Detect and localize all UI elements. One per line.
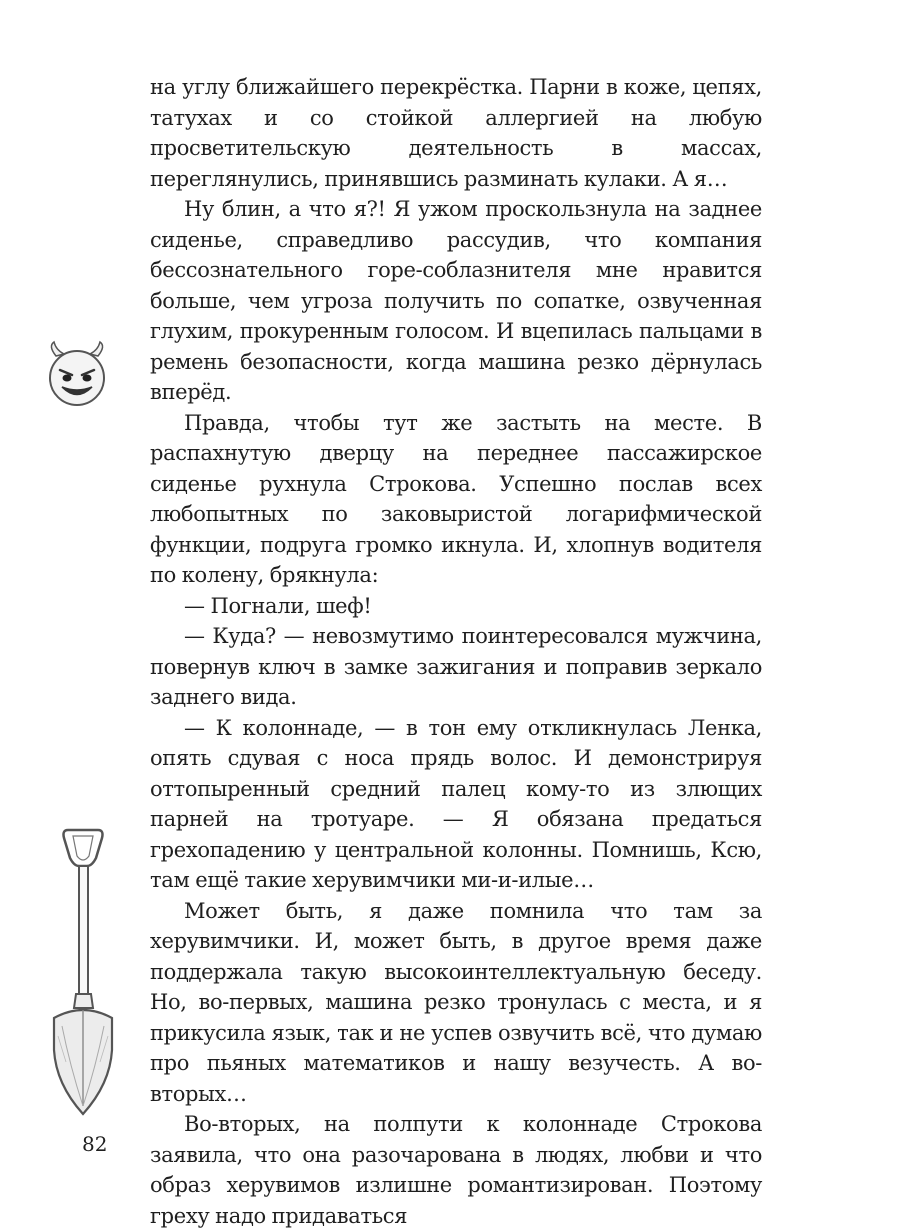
body-text — [150, 72, 762, 1231]
shovel-icon — [40, 822, 130, 1122]
paragraph: Во-вторых, на полпути к колоннаде Строкова заявила, что она разочарована в людях, любви и что образ херувимов излишне романтизирован. Поэтому греху надо придаваться — [150, 1112, 762, 1228]
paragraph: на углу ближайшего перекрёстка. Парни в коже, цепях, татухах и со стойкой аллергией на любую просветительскую деятельность в массах, переглянулись, принявшись разминать кулаки. А я… — [150, 75, 762, 191]
paragraph: — Погнали, шеф! — [184, 593, 372, 618]
paragraph: Ну блин, а что я?! Я ужом проскользнула на заднее сиденье, справедливо рассудив, что компания бессознательного горе-соблазнителя мне нравится больше, чем угроза получить по сопатке, озвученная глухим, прокуренным голосом. И вцепилась пальцами в ремень безопасности, когда машина резко дёрнулась вперёд. — [150, 197, 762, 404]
paragraph: — Куда? — невозмутимо поинтересовался мужчина, повернув ключ в замке зажигания и поправив зеркало заднего вида. — [150, 624, 762, 709]
paragraph: — К колоннаде, — в тон ему откликнулась Ленка, опять сдувая с носа прядь волос. И демонстрируя оттопыренный средний палец кому-то из злющих парней на тротуаре. — Я обязана предаться грехопадению у центральной колонны. Помнишь, Ксю, там ещё такие херувимчики ми-и-илые… — [150, 715, 762, 892]
page-number: 82 — [82, 1132, 108, 1156]
devil-emoji-icon — [42, 340, 112, 410]
paragraph: Правда, чтобы тут же застыть на месте. В распахнутую дверцу на переднее пассажирское сиденье рухнула Строкова. Успешно послав всех любопытных по заковыристой логарифмической функции, подруга громко икнула. И, хлопнув водителя по колену, брякнула: — [150, 410, 762, 587]
paragraph: Может быть, я даже помнила что там за херувимчики. И, может быть, в другое время даже поддержала такую высокоинтеллектуальную беседу. Но, во-первых, машина резко тронулась с места, и я прикусила язык, так и не успев озвучить всё, что думаю про пьяных математиков и нашу везучесть. А во-вторых… — [150, 898, 762, 1106]
